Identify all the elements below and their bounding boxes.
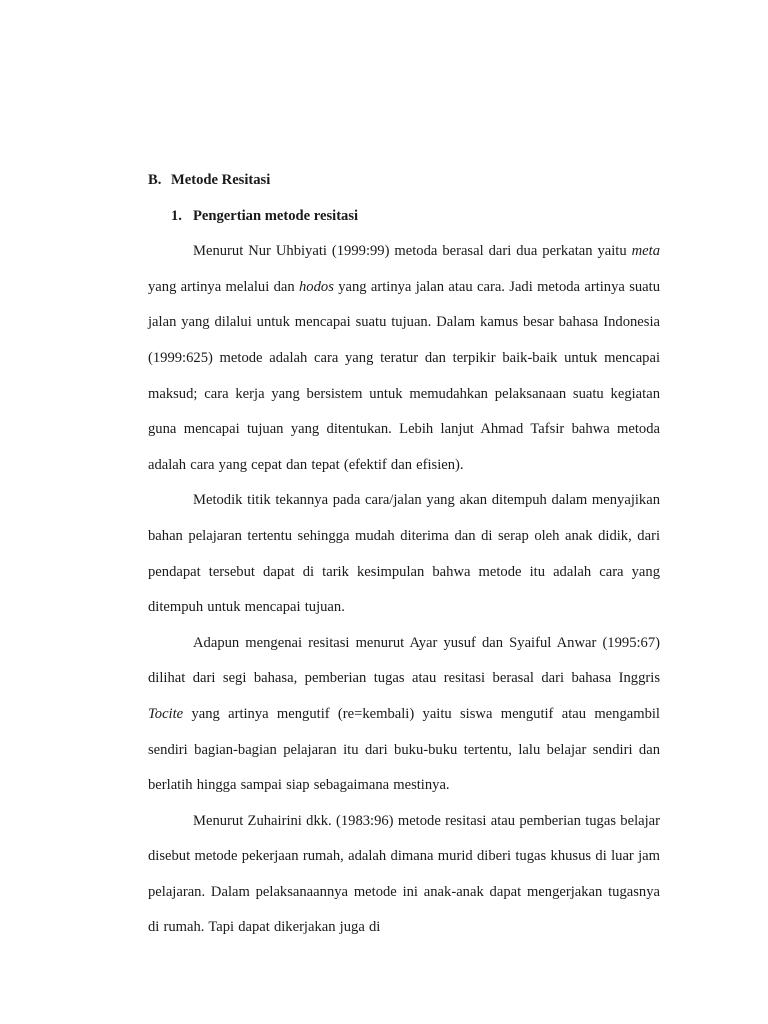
- section-heading: [148, 163, 660, 199]
- paragraph-1: [148, 234, 660, 483]
- subsection-number: 1.: [171, 207, 182, 224]
- paragraph-3-part-a: Adapun mengenai resitasi menurut Ayar yusuf dan Syaiful Anwar (1995:67) dilihat dari segi bahasa, pemberian tugas atau resitasi berasal dari bahasa Inggris: [148, 634, 660, 687]
- paragraph-3: [148, 626, 660, 804]
- term-tocite: Tocite: [148, 705, 184, 722]
- paragraph-1-part-a: Menurut Nur Uhbiyati (1999:99) metoda berasal dari dua perkatan yaitu: [193, 243, 632, 260]
- document-body: [148, 163, 660, 946]
- paragraph-2: Metodik titik tekannya pada cara/jalan yang akan ditempuh dalam menyajikan bahan pelajaran tertentu sehingga mudah diterima dan di serap oleh anak didik, dari pendapat tersebut dapat di tarik kesimpulan bahwa metode itu adalah cara yang ditempuh untuk mencapai tujuan.: [148, 492, 660, 616]
- paragraph-4: Menurut Zuhairini dkk. (1983:96) metode resitasi atau pemberian tugas belajar disebut metode pekerjaan rumah, adalah dimana murid diberi tugas khusus di luar jam pelajaran. Dalam pelaksanaannya metode ini anak-anak dapat mengerjakan tugasnya di rumah. Tapi dapat dikerjakan juga di: [148, 812, 660, 936]
- paragraph-1-part-c: yang artinya jalan atau cara. Jadi metoda artinya suatu jalan yang dilalui untuk mencapai suatu tujuan. Dalam kamus besar bahasa Indonesia (1999:625) metode adalah cara yang teratur dan terpikir baik-baik untuk mencapai maksud; cara kerja yang bersistem untuk memudahkan pelaksanaan suatu kegiatan guna mencapai tujuan yang ditentukan. Lebih lanjut Ahmad Tafsir bahwa metoda adalah cara yang cepat dan tepat (efektif dan efisien).: [148, 278, 660, 473]
- paragraph-3-part-b: yang artinya mengutif (re=kembali) yaitu siswa mengutif atau mengambil sendiri bagian-bagian pelajaran itu dari buku-buku tertentu, lalu belajar sendiri dan berlatih hingga sampai siap sebagaimana mestinya.: [148, 705, 660, 794]
- term-hodos: hodos: [299, 278, 334, 295]
- section-number: B.: [148, 172, 162, 188]
- term-meta: meta: [631, 243, 660, 260]
- paragraph-1-part-b: yang artinya melalui dan: [148, 278, 299, 295]
- section-title: Metode Resitasi: [171, 172, 271, 188]
- subsection-title: Pengertian metode resitasi: [193, 207, 359, 224]
- subsection-heading: [148, 199, 660, 235]
